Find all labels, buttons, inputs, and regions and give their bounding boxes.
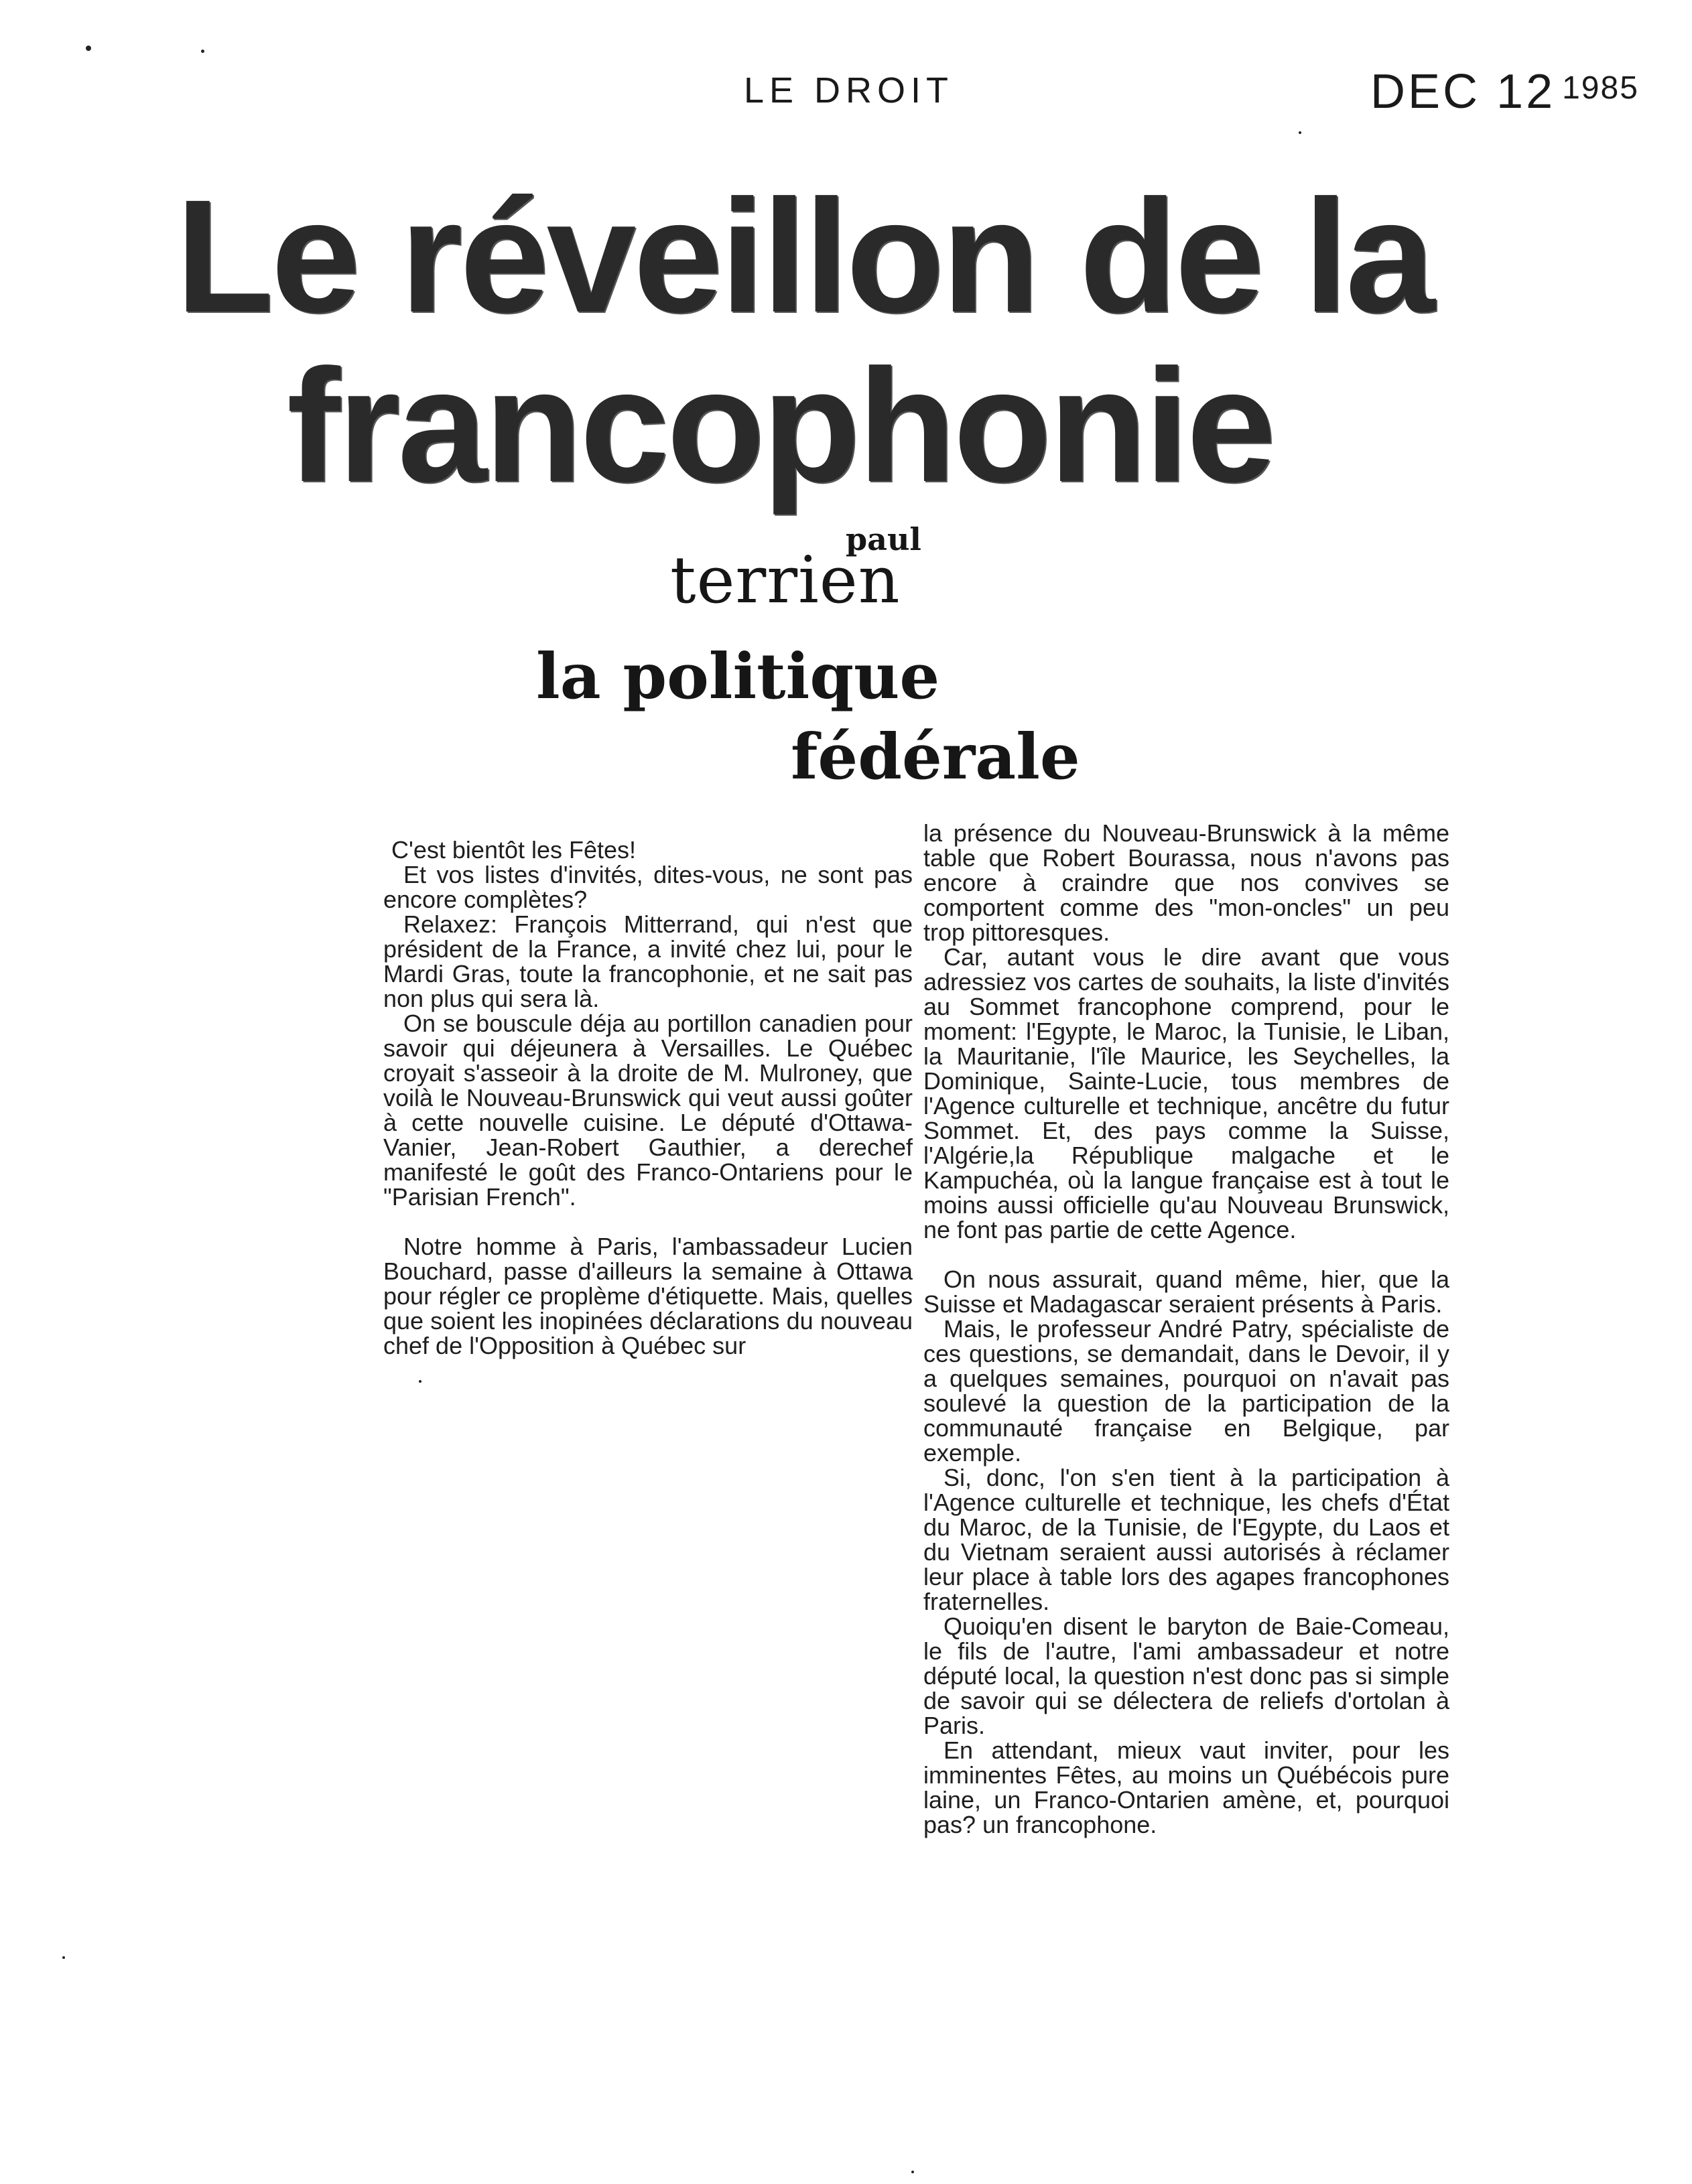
publication-name: LE DROIT bbox=[744, 70, 954, 111]
scan-speck bbox=[201, 50, 204, 53]
article-paragraph: la présence du Nouveau-Brunswick à la même table que Robert Bourassa, nous n'avons pas encore à craindre que nos convives se comportent comme des "mon-oncles" un peu trop pittoresques. bbox=[923, 819, 1449, 946]
article-paragraph: Si, donc, l'on s'en tient à la participation à l'Agence culturelle et technique, les chefs d'État du Maroc, de la Tunisie, de l'Egypte, du Laos et du Vietnam seraient aussi autorisés à réclamer leur place à table lors des agapes francophones fraternelles. bbox=[923, 1464, 1449, 1615]
date-stamp: DEC 12 bbox=[1370, 65, 1556, 119]
scan-speck bbox=[86, 46, 91, 51]
article-paragraph: Relaxez: François Mitterrand, qui n'est que président de la France, a invité chez lui, pour le Mardi Gras, toute la francophonie, et ne sait pas non plus qui sera là. bbox=[383, 910, 913, 1012]
headline-line-2: francophonie bbox=[287, 336, 1274, 515]
author-last-name: terrien bbox=[670, 543, 901, 618]
article-paragraph: On se bouscule déja au portillon canadien pour savoir qui déjeunera à Versailles. Le Québec croyait s'asseoir à la droite de M. Mulroney, que voilà le Nouveau-Brunswick qui veut aussi goûter à cette nouvelle cuisine. Le député d'Ottawa-Vanier, Jean-Robert Gauthier, a derechef manifesté le goût des Franco-Ontariens pour le "Parisian French". bbox=[383, 1010, 913, 1211]
article-paragraph: Notre homme à Paris, l'ambassadeur Lucien Bouchard, passe d'ailleurs la semaine à Ottawa pour régler ce proplème d'étiquette. Mais, quelles que soient les inopinées déclarations du nouveau chef de l'Opposition à Québec sur bbox=[383, 1233, 913, 1359]
article-column-right bbox=[923, 821, 1449, 1837]
article-paragraph: Car, autant vous le dire avant que vous adressiez vos cartes de souhaits, la liste d'invités au Sommet francophone comprend, pour le moment: l'Egypte, le Maroc, la Tunisie, le Liban, la Mauritanie, l'île Maurice, les Seychelles, la Dominique, Sainte-Lucie, tous membres de l'Agence culturelle et technique, ancêtre du futur Sommet. Et, des pays comme la Suisse, l'Algérie,la République malgache et le Kampuchéa, où la langue française est à tout le moins aussi officielle qu'au Nouveau Brunswick, ne font pas partie de cette Agence. bbox=[923, 943, 1449, 1243]
column-title-line-2: fédérale bbox=[791, 720, 1080, 794]
article-column-left bbox=[383, 837, 913, 1358]
scan-speck bbox=[1299, 131, 1301, 134]
year-stamp: 1985 bbox=[1562, 70, 1639, 106]
scan-speck bbox=[62, 1956, 65, 1959]
article-paragraph: Mais, le professeur André Patry, spécialiste de ces questions, se demandait, dans le Devoir, il y a quelques semaines, pourquoi on n'avait pas soulevé la question de la participation de la communauté française en Belgique, par exemple. bbox=[923, 1315, 1449, 1466]
article-paragraph: Quoiqu'en disent le baryton de Baie-Comeau, le fils de l'autre, l'ami ambassadeur et notre député local, la question n'est donc pas si simple de savoir qui se délectera de reliefs d'ortolan à Paris. bbox=[923, 1613, 1449, 1739]
article-paragraph: C'est bientôt les Fêtes! bbox=[391, 836, 637, 864]
publication-date bbox=[1370, 64, 1639, 119]
scan-speck bbox=[911, 2171, 914, 2173]
scan-speck bbox=[419, 1380, 421, 1383]
article-paragraph: En attendant, mieux vaut inviter, pour les imminentes Fêtes, au moins un Québécois pure laine, un Franco-Ontarien amène, et, pourquoi pas? un francophone. bbox=[923, 1736, 1449, 1838]
column-title-line-1: la politique bbox=[536, 640, 940, 713]
article-paragraph: Et vos listes d'invités, dites-vous, ne sont pas encore complètes? bbox=[383, 861, 913, 913]
article-paragraph: On nous assurait, quand même, hier, que la Suisse et Madagascar seraient présents à Paris. bbox=[923, 1266, 1449, 1318]
author-first-name: paul bbox=[846, 521, 921, 557]
headline-line-1: Le réveillon de la bbox=[176, 166, 1433, 346]
